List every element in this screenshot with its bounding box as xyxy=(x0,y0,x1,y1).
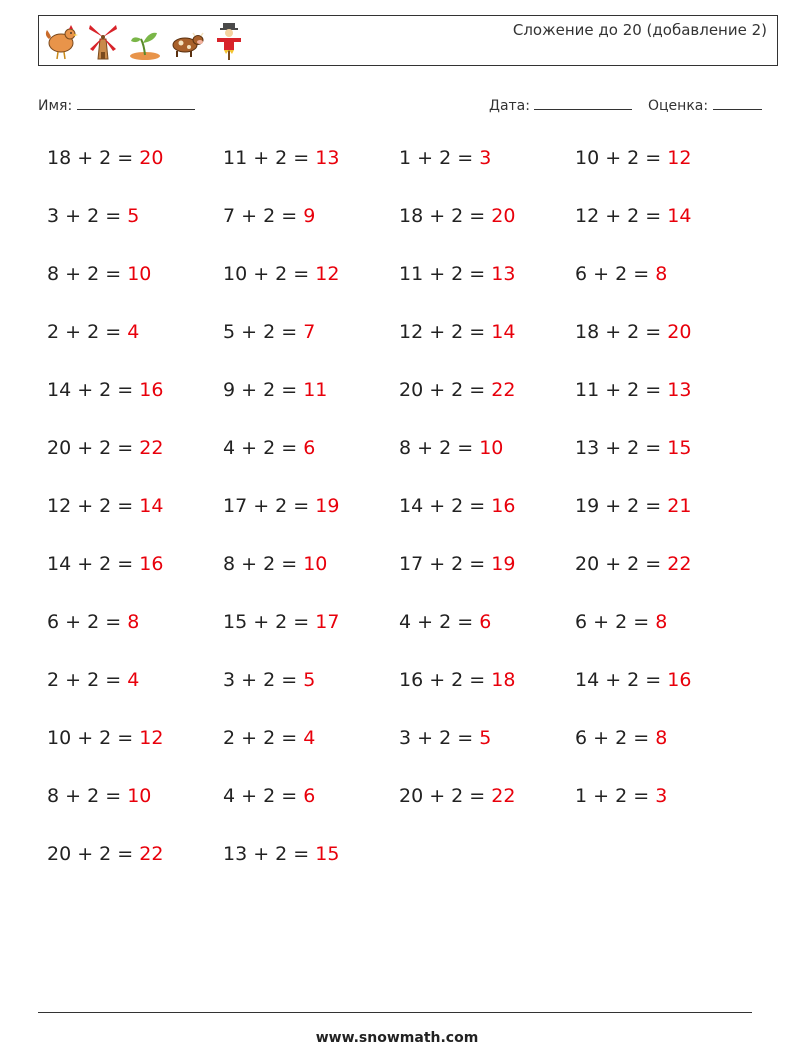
problem-question: 12 + 2 = xyxy=(575,205,668,227)
problem-question: 4 + 2 = xyxy=(223,437,304,459)
name-field xyxy=(38,95,195,114)
problem-question: 4 + 2 = xyxy=(399,611,480,633)
problem-item xyxy=(47,727,163,749)
problem-question: 12 + 2 = xyxy=(47,495,140,517)
footer-divider xyxy=(38,1012,752,1013)
problem-question: 2 + 2 = xyxy=(223,727,304,749)
problem-question: 14 + 2 = xyxy=(575,669,668,691)
problem-question: 9 + 2 = xyxy=(223,379,304,401)
problem-item xyxy=(575,669,691,691)
problem-answer: 10 xyxy=(479,437,504,459)
problem-question: 1 + 2 = xyxy=(575,785,656,807)
problem-answer: 8 xyxy=(655,611,668,633)
problem-item xyxy=(575,785,667,807)
problem-answer: 18 xyxy=(491,669,516,691)
problem-item xyxy=(575,379,691,401)
problem-item xyxy=(399,495,515,517)
problem-item xyxy=(223,205,315,227)
problem-question: 20 + 2 = xyxy=(47,437,140,459)
problem-item xyxy=(223,553,327,575)
problem-answer: 12 xyxy=(667,147,692,169)
problem-answer: 11 xyxy=(303,379,328,401)
problem-answer: 8 xyxy=(127,611,140,633)
problem-item xyxy=(47,495,163,517)
problem-item xyxy=(399,437,503,459)
problem-item xyxy=(399,727,491,749)
chicken-icon xyxy=(43,21,79,61)
problem-item xyxy=(223,843,339,865)
problem-answer: 5 xyxy=(303,669,316,691)
problem-item xyxy=(223,379,327,401)
problem-question: 20 + 2 = xyxy=(399,785,492,807)
problem-answer: 8 xyxy=(655,263,668,285)
problem-question: 8 + 2 = xyxy=(47,263,128,285)
problem-item xyxy=(47,321,139,343)
problem-question: 3 + 2 = xyxy=(399,727,480,749)
problem-question: 10 + 2 = xyxy=(47,727,140,749)
problem-item xyxy=(399,147,491,169)
grade-label: Оценка: xyxy=(648,98,709,114)
problem-answer: 3 xyxy=(479,147,492,169)
problem-answer: 4 xyxy=(127,669,140,691)
problem-answer: 15 xyxy=(667,437,692,459)
problem-item xyxy=(575,437,691,459)
problem-item xyxy=(47,437,163,459)
problem-item xyxy=(47,553,163,575)
windmill-icon xyxy=(85,21,121,61)
name-blank xyxy=(77,95,195,110)
problem-item xyxy=(223,495,339,517)
problem-item xyxy=(399,205,515,227)
grade-blank xyxy=(713,95,762,110)
problem-item xyxy=(47,611,139,633)
problem-item xyxy=(223,147,339,169)
problem-item xyxy=(47,205,139,227)
problem-question: 10 + 2 = xyxy=(575,147,668,169)
problem-question: 20 + 2 = xyxy=(399,379,492,401)
problem-item xyxy=(47,785,151,807)
date-field xyxy=(489,95,632,114)
problem-question: 6 + 2 = xyxy=(575,727,656,749)
problem-item xyxy=(223,321,315,343)
problem-answer: 9 xyxy=(303,205,316,227)
problem-question: 17 + 2 = xyxy=(399,553,492,575)
problem-question: 4 + 2 = xyxy=(223,785,304,807)
problem-answer: 6 xyxy=(303,785,316,807)
problem-item xyxy=(575,611,667,633)
problem-answer: 22 xyxy=(491,379,516,401)
problem-answer: 10 xyxy=(127,263,152,285)
problem-question: 19 + 2 = xyxy=(575,495,668,517)
problem-item xyxy=(223,437,315,459)
problem-answer: 22 xyxy=(139,437,164,459)
problem-question: 18 + 2 = xyxy=(575,321,668,343)
problem-answer: 20 xyxy=(667,321,692,343)
problem-question: 14 + 2 = xyxy=(47,379,140,401)
problem-question: 20 + 2 = xyxy=(575,553,668,575)
problem-item xyxy=(575,147,691,169)
problem-answer: 13 xyxy=(315,147,340,169)
problem-answer: 12 xyxy=(139,727,164,749)
problem-answer: 21 xyxy=(667,495,692,517)
cow-icon xyxy=(169,21,205,61)
problem-item xyxy=(575,205,691,227)
problem-answer: 14 xyxy=(139,495,164,517)
date-blank xyxy=(534,95,632,110)
problem-item xyxy=(399,321,515,343)
problem-answer: 22 xyxy=(139,843,164,865)
problem-answer: 14 xyxy=(491,321,516,343)
problem-question: 2 + 2 = xyxy=(47,321,128,343)
problem-answer: 8 xyxy=(655,727,668,749)
problem-question: 13 + 2 = xyxy=(575,437,668,459)
problem-item xyxy=(47,843,163,865)
problem-answer: 20 xyxy=(491,205,516,227)
problem-question: 1 + 2 = xyxy=(399,147,480,169)
worksheet-header xyxy=(38,15,778,66)
problem-question: 11 + 2 = xyxy=(223,147,316,169)
problem-question: 14 + 2 = xyxy=(399,495,492,517)
problem-question: 6 + 2 = xyxy=(47,611,128,633)
problem-question: 16 + 2 = xyxy=(399,669,492,691)
problem-question: 13 + 2 = xyxy=(223,843,316,865)
problem-question: 18 + 2 = xyxy=(47,147,140,169)
problem-answer: 20 xyxy=(139,147,164,169)
problem-question: 6 + 2 = xyxy=(575,263,656,285)
problem-answer: 13 xyxy=(667,379,692,401)
problem-answer: 3 xyxy=(655,785,668,807)
problem-item xyxy=(47,669,139,691)
problem-answer: 5 xyxy=(127,205,140,227)
problem-answer: 12 xyxy=(315,263,340,285)
problem-item xyxy=(399,785,515,807)
problem-question: 11 + 2 = xyxy=(399,263,492,285)
problem-answer: 6 xyxy=(303,437,316,459)
problem-question: 15 + 2 = xyxy=(223,611,316,633)
footer-url: www.snowmath.com xyxy=(315,1030,479,1046)
problem-answer: 15 xyxy=(315,843,340,865)
problem-item xyxy=(223,263,339,285)
problem-item xyxy=(223,727,315,749)
problem-question: 3 + 2 = xyxy=(47,205,128,227)
scarecrow-icon xyxy=(211,21,247,61)
problem-question: 7 + 2 = xyxy=(223,205,304,227)
problem-answer: 10 xyxy=(303,553,328,575)
problem-answer: 4 xyxy=(127,321,140,343)
problem-answer: 19 xyxy=(315,495,340,517)
name-label: Имя: xyxy=(38,98,73,114)
problem-answer: 16 xyxy=(667,669,692,691)
problem-item xyxy=(575,321,691,343)
problem-question: 11 + 2 = xyxy=(575,379,668,401)
problem-item xyxy=(575,553,691,575)
problem-item xyxy=(399,669,515,691)
problem-item xyxy=(575,263,667,285)
problem-question: 8 + 2 = xyxy=(47,785,128,807)
header-icons xyxy=(43,21,247,61)
problem-answer: 19 xyxy=(491,553,516,575)
problem-question: 10 + 2 = xyxy=(223,263,316,285)
sprout-icon xyxy=(127,21,163,61)
problem-item xyxy=(223,785,315,807)
problem-question: 6 + 2 = xyxy=(575,611,656,633)
problem-item xyxy=(575,727,667,749)
problem-answer: 16 xyxy=(139,553,164,575)
problem-question: 5 + 2 = xyxy=(223,321,304,343)
problem-answer: 13 xyxy=(491,263,516,285)
problem-answer: 6 xyxy=(479,611,492,633)
problem-item xyxy=(47,263,151,285)
problem-answer: 16 xyxy=(491,495,516,517)
problem-answer: 10 xyxy=(127,785,152,807)
problem-item xyxy=(47,379,163,401)
date-label: Дата: xyxy=(489,98,530,114)
problem-question: 12 + 2 = xyxy=(399,321,492,343)
problem-item xyxy=(223,611,339,633)
problem-item xyxy=(399,263,515,285)
grade-field xyxy=(648,95,762,114)
worksheet-title: Сложение до 20 (добавление 2) xyxy=(512,21,767,39)
problem-item xyxy=(575,495,691,517)
problem-answer: 4 xyxy=(303,727,316,749)
problem-question: 2 + 2 = xyxy=(47,669,128,691)
problem-item xyxy=(399,379,515,401)
problem-answer: 14 xyxy=(667,205,692,227)
problem-item xyxy=(399,553,515,575)
problem-question: 8 + 2 = xyxy=(399,437,480,459)
problem-question: 17 + 2 = xyxy=(223,495,316,517)
problem-answer: 22 xyxy=(491,785,516,807)
problem-question: 20 + 2 = xyxy=(47,843,140,865)
problem-question: 3 + 2 = xyxy=(223,669,304,691)
problem-item xyxy=(399,611,491,633)
problem-answer: 16 xyxy=(139,379,164,401)
problem-answer: 17 xyxy=(315,611,340,633)
problem-question: 14 + 2 = xyxy=(47,553,140,575)
problem-question: 18 + 2 = xyxy=(399,205,492,227)
problem-answer: 7 xyxy=(303,321,316,343)
problem-item xyxy=(223,669,315,691)
problem-item xyxy=(47,147,163,169)
problem-answer: 5 xyxy=(479,727,492,749)
problem-answer: 22 xyxy=(667,553,692,575)
problem-question: 8 + 2 = xyxy=(223,553,304,575)
